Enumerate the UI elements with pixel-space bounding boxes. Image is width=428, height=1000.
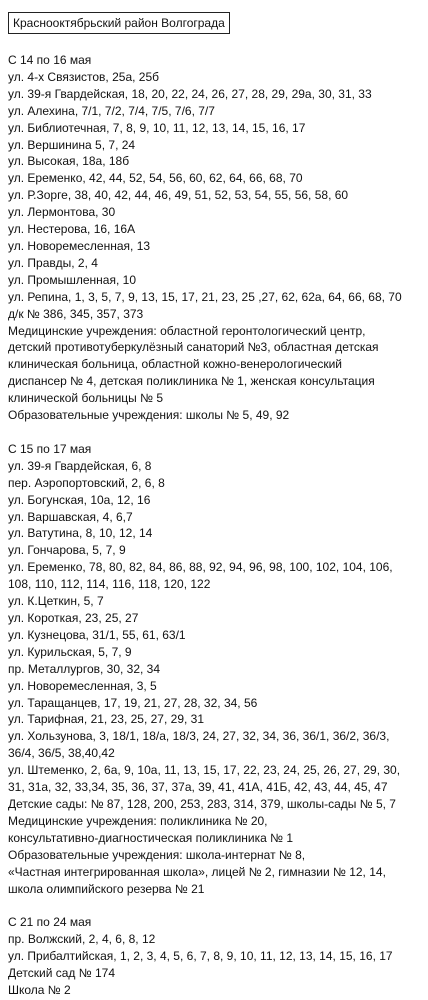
section-line: ул. Тарифная, 21, 23, 25, 27, 29, 31 <box>8 712 205 727</box>
section-line: Образовательные учреждения: школы № 5, 49, 92 <box>8 408 290 423</box>
section-line: «Частная интегрированная школа», лицей № 2, гимназии № 12, 14, <box>8 864 386 879</box>
section-line: ул. Алехина, 7/1, 7/2, 7/4, 7/5, 7/6, 7/7 <box>8 103 215 118</box>
section-line: ул. Новоремесленная, 13 <box>8 238 151 253</box>
schedule-sections <box>8 52 420 999</box>
section-line: Образовательные учреждения: школа-интернат № 8, <box>8 847 306 862</box>
section-line: клиническая больница, областной кожно-венерологический <box>8 357 342 372</box>
section-line: ул. Прибалтийская, 1, 2, 3, 4, 5, 6, 7, 8, 9, 10, 11, 12, 13, 14, 15, 16, 17 <box>8 949 393 964</box>
section-line: ул. Лермонтова, 30 <box>8 205 116 220</box>
section-line: пер. Аэропортовский, 2, 6, 8 <box>8 475 165 490</box>
section-line: ул. Промышленная, 10 <box>8 272 136 287</box>
section-line: ул. Варшавская, 4, 6,7 <box>8 509 133 524</box>
section-line: ул. Правды, 2, 4 <box>8 255 98 270</box>
schedule-section <box>8 914 420 999</box>
document-title: Красноoктябрьский район Волгограда <box>8 12 230 34</box>
section-date-heading: С 15 по 17 мая <box>8 441 92 456</box>
section-line: ул. Нестерова, 16, 16А <box>8 222 136 237</box>
section-line: ул. Таращанцев, 17, 19, 21, 27, 28, 32, 34, 56 <box>8 695 258 710</box>
section-line: Школа № 2 <box>8 983 71 998</box>
section-line: ул. 4-х Связистов, 25а, 25б <box>8 69 160 84</box>
section-line: ул. 39-я Гвардейская, 18, 20, 22, 24, 26, 27, 28, 29, 29а, 30, 31, 33 <box>8 86 372 101</box>
section-line: школа олимпийского резерва № 21 <box>8 881 205 896</box>
section-line: ул. Штеменко, 2, 6а, 9, 10а, 11, 13, 15, 17, 22, 23, 24, 25, 26, 27, 29, 30, <box>8 763 401 778</box>
section-line: консультативно-диагностическая поликлиника № 1 <box>8 830 294 845</box>
section-line: ул. Библиотечная, 7, 8, 9, 10, 11, 12, 13, 14, 15, 16, 17 <box>8 120 306 135</box>
section-line: ул. Хользунова, 3, 18/1, 18/а, 18/3, 24, 27, 32, 34, 36, 36/1, 36/2, 36/3, <box>8 729 390 744</box>
section-line: 36/4, 36/5, 38,40,42 <box>8 746 115 761</box>
section-line: ул. Р.Зорге, 38, 40, 42, 44, 46, 49, 51, 52, 53, 54, 55, 56, 58, 60 <box>8 188 349 203</box>
section-line: 108, 110, 112, 114, 116, 118, 120, 122 <box>8 577 211 592</box>
section-line: д/к № 386, 345, 357, 373 <box>8 306 144 321</box>
schedule-section <box>8 52 420 424</box>
section-line: 31, 31а, 32, 33,34, 35, 36, 37, 37а, 39, 41, 41А, 41Б, 42, 43, 44, 45, 47 <box>8 780 388 795</box>
section-line: пр. Металлургов, 30, 32, 34 <box>8 661 161 676</box>
section-line: ул. Ватутина, 8, 10, 12, 14 <box>8 526 153 541</box>
section-line: детский противотуберкулёзный санаторий №3, областная детская <box>8 340 379 355</box>
section-line: ул. Кузнецова, 31/1, 55, 61, 63/1 <box>8 627 186 642</box>
section-line: пр. Волжский, 2, 4, 6, 8, 12 <box>8 932 156 947</box>
section-date-heading: С 21 по 24 мая <box>8 915 92 930</box>
section-line: ул. К.Цеткин, 5, 7 <box>8 594 104 609</box>
schedule-section <box>8 441 420 897</box>
section-line: Детские сады: № 87, 128, 200, 253, 283, 314, 379, школы-сады № 5, 7 <box>8 796 396 811</box>
section-line: ул. Богунская, 10а, 12, 16 <box>8 492 151 507</box>
section-line: диспансер № 4, детская поликлиника № 1, женская консультация <box>8 374 375 389</box>
section-line: ул. Репина, 1, 3, 5, 7, 9, 13, 15, 17, 21, 23, 25 ,27, 62, 62а, 64, 66, 68, 70 <box>8 289 402 304</box>
section-line: Медицинские учреждения: областной геронтологический центр, <box>8 323 366 338</box>
section-line: ул. Высокая, 18а, 18б <box>8 154 130 169</box>
section-date-heading: С 14 по 16 мая <box>8 53 92 67</box>
section-line: ул. 39-я Гвардейская, 6, 8 <box>8 458 152 473</box>
section-line: Детский сад № 174 <box>8 966 115 981</box>
section-line: ул. Короткая, 23, 25, 27 <box>8 611 139 625</box>
section-line: ул. Еременко, 42, 44, 52, 54, 56, 60, 62, 64, 66, 68, 70 <box>8 171 303 186</box>
section-line: Медицинские учреждения: поликлиника № 20, <box>8 813 268 828</box>
section-line: ул. Вершинина 5, 7, 24 <box>8 137 136 152</box>
section-line: ул. Курильская, 5, 7, 9 <box>8 644 132 659</box>
section-line: ул. Новоремесленная, 3, 5 <box>8 678 157 693</box>
section-line: ул. Еременко, 78, 80, 82, 84, 86, 88, 92, 94, 96, 98, 100, 102, 104, 106, <box>8 560 393 575</box>
section-line: ул. Гончарова, 5, 7, 9 <box>8 543 126 558</box>
section-line: клинической больницы № 5 <box>8 391 164 406</box>
